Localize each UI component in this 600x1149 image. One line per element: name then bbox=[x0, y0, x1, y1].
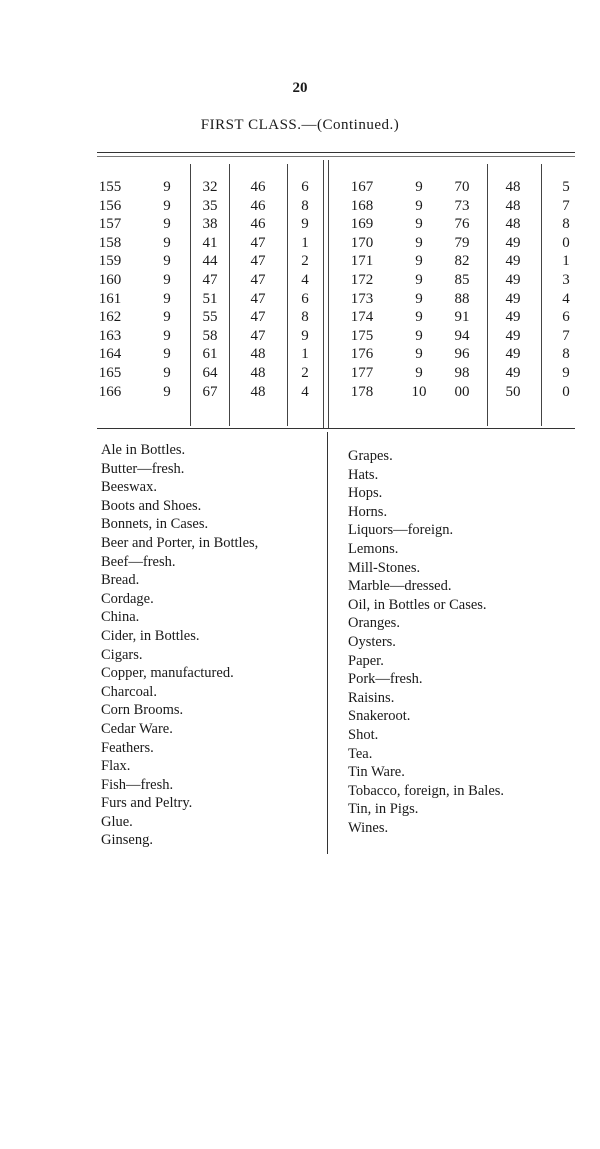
table-cell: 9 bbox=[163, 309, 171, 326]
table-cell: 49 bbox=[505, 346, 521, 363]
table-cell: 160 bbox=[98, 272, 122, 288]
table-cell: 176 bbox=[350, 346, 374, 363]
table-cell: 171 bbox=[350, 253, 374, 270]
article-item: China. bbox=[101, 609, 140, 626]
table-cell: 168 bbox=[350, 197, 374, 214]
table-cell: 61 bbox=[202, 346, 218, 363]
article-item: Liquors—foreign. bbox=[348, 522, 454, 539]
top-rule bbox=[97, 152, 575, 153]
table-cell: 8 bbox=[562, 216, 570, 233]
table-cell: 32 bbox=[202, 179, 218, 195]
table-cell: 41 bbox=[202, 234, 218, 251]
table-cell: 155 bbox=[98, 179, 122, 195]
table-cell: 169 bbox=[350, 216, 374, 233]
article-item: Lemons. bbox=[348, 540, 399, 557]
table-cell: 9 bbox=[163, 383, 171, 400]
article-item: Tea. bbox=[348, 745, 373, 762]
table-cell: 9 bbox=[163, 290, 171, 307]
article-item: Snakeroot. bbox=[348, 708, 411, 725]
article-item: Cider, in Bottles. bbox=[101, 627, 200, 644]
table-cell: 159 bbox=[98, 253, 122, 270]
article-item: Feathers. bbox=[101, 739, 154, 756]
table-cell: 6 bbox=[301, 290, 309, 307]
article-item: Boots and Shoes. bbox=[101, 497, 202, 514]
table-cell: 96 bbox=[454, 346, 470, 363]
table-cell: 88 bbox=[454, 290, 470, 307]
table-cell: 9 bbox=[415, 216, 423, 233]
article-item: Tobacco, foreign, in Bales. bbox=[348, 782, 505, 799]
table-cell: 9 bbox=[415, 309, 423, 326]
table-cell: 9 bbox=[163, 327, 171, 344]
article-item: Fish—fresh. bbox=[101, 776, 174, 793]
table-cell: 9 bbox=[163, 346, 171, 363]
table-cell: 9 bbox=[415, 197, 423, 214]
table-cell: 49 bbox=[505, 234, 521, 251]
article-item: Furs and Peltry. bbox=[101, 795, 193, 812]
table-cell: 1 bbox=[301, 346, 309, 363]
table-cell: 82 bbox=[454, 253, 470, 270]
article-item: Marble—dressed. bbox=[348, 578, 452, 595]
table-cell: 9 bbox=[163, 253, 171, 270]
articles-right-column bbox=[348, 447, 504, 837]
table-cell: 48 bbox=[250, 365, 266, 381]
article-item: Hops. bbox=[348, 485, 383, 502]
table-cell: 9 bbox=[415, 365, 423, 381]
article-item: Mill-Stones. bbox=[348, 559, 421, 576]
article-item: Tin Ware. bbox=[348, 764, 405, 781]
article-item: Copper, manufactured. bbox=[101, 665, 234, 682]
table-cell: 9 bbox=[163, 272, 171, 288]
table-cell: 2 bbox=[301, 253, 309, 270]
article-item: Oil, in Bottles or Cases. bbox=[348, 596, 487, 613]
article-item: Cordage. bbox=[101, 590, 154, 607]
table-cell: 35 bbox=[202, 197, 218, 214]
table-cell: 4 bbox=[301, 383, 309, 400]
article-item: Grapes. bbox=[348, 448, 393, 464]
table-cell: 49 bbox=[505, 272, 521, 288]
table-cell: 4 bbox=[562, 290, 570, 307]
table-cell: 2 bbox=[301, 365, 309, 381]
table-cell: 73 bbox=[454, 197, 470, 214]
table-cell: 64 bbox=[202, 365, 218, 381]
table-cell: 00 bbox=[454, 383, 470, 400]
table-cell: 9 bbox=[301, 216, 309, 233]
article-item: Glue. bbox=[101, 813, 133, 830]
table-cell: 48 bbox=[505, 179, 521, 195]
article-item: Horns. bbox=[348, 503, 388, 520]
table-cell: 9 bbox=[163, 365, 171, 381]
table-cell: 47 bbox=[202, 272, 218, 288]
table-cell: 79 bbox=[454, 234, 470, 251]
table-cell: 47 bbox=[250, 253, 266, 270]
table-cell: 46 bbox=[250, 179, 266, 195]
table-cell: 48 bbox=[250, 383, 266, 400]
table-cell: 9 bbox=[163, 197, 171, 214]
article-item: Cedar Ware. bbox=[101, 720, 173, 737]
table-cell: 58 bbox=[202, 327, 218, 344]
table-center-double-line bbox=[328, 160, 329, 428]
table-cell: 38 bbox=[202, 216, 218, 233]
table-cell: 10 bbox=[411, 383, 427, 400]
table-cell: 47 bbox=[250, 309, 266, 326]
articles-column-divider bbox=[327, 432, 328, 854]
table-cell: 9 bbox=[415, 290, 423, 307]
article-item: Hats. bbox=[348, 466, 379, 483]
article-item: Bread. bbox=[101, 572, 140, 589]
table-cell: 157 bbox=[98, 216, 122, 233]
article-item: Ginseng. bbox=[101, 832, 153, 849]
article-item: Corn Brooms. bbox=[101, 702, 184, 719]
article-item: Pork—fresh. bbox=[348, 671, 423, 688]
table-cell: 8 bbox=[301, 309, 309, 326]
table-cell: 164 bbox=[98, 346, 122, 363]
table-cell: 177 bbox=[350, 365, 374, 381]
article-item: Cigars. bbox=[101, 646, 143, 663]
table-cell: 9 bbox=[415, 234, 423, 251]
bottom-rule bbox=[97, 428, 575, 429]
table-cell: 46 bbox=[250, 216, 266, 233]
article-item: Ale in Bottles. bbox=[101, 442, 186, 458]
page-number: 20 bbox=[292, 80, 308, 96]
table-cell: 158 bbox=[98, 234, 122, 251]
table-cell: 9 bbox=[163, 234, 171, 251]
table-cell: 9 bbox=[163, 179, 171, 195]
table-cell: 156 bbox=[98, 197, 122, 214]
table-cell: 165 bbox=[98, 365, 122, 381]
article-item: Tin, in Pigs. bbox=[348, 801, 419, 818]
table-cell: 174 bbox=[350, 309, 374, 326]
table-cell: 49 bbox=[505, 327, 521, 344]
article-item: Raisins. bbox=[348, 689, 395, 706]
table-cell: 51 bbox=[202, 290, 218, 307]
table-cell: 6 bbox=[562, 309, 570, 326]
page-heading: FIRST CLASS.—(Continued.) bbox=[200, 117, 400, 133]
table-cell: 4 bbox=[301, 272, 309, 288]
table-cell: 48 bbox=[505, 216, 521, 233]
table-cell: 50 bbox=[505, 383, 521, 400]
table-cell: 1 bbox=[301, 234, 309, 251]
article-item: Bonnets, in Cases. bbox=[101, 516, 209, 533]
table-cell: 161 bbox=[98, 290, 122, 307]
table-cell: 76 bbox=[454, 216, 470, 233]
table-cell: 5 bbox=[562, 179, 570, 195]
table-cell: 47 bbox=[250, 234, 266, 251]
table-cell: 0 bbox=[562, 383, 570, 400]
table-cell: 175 bbox=[350, 327, 374, 344]
table-cell: 3 bbox=[562, 272, 570, 288]
article-item: Beer and Porter, in Bottles, bbox=[101, 534, 259, 551]
table-cell: 55 bbox=[202, 309, 218, 326]
article-item: Paper. bbox=[348, 652, 384, 669]
article-item: Oysters. bbox=[348, 633, 396, 650]
table-cell: 163 bbox=[98, 327, 122, 344]
table-cell: 9 bbox=[415, 327, 423, 344]
articles-left-column bbox=[101, 441, 258, 850]
table-cell: 47 bbox=[250, 272, 266, 288]
table-cell: 162 bbox=[98, 309, 122, 326]
table-cell: 9 bbox=[163, 216, 171, 233]
table-cell: 1 bbox=[562, 253, 570, 270]
table-cell: 9 bbox=[415, 346, 423, 363]
table-cell: 46 bbox=[250, 197, 266, 214]
table-cell: 47 bbox=[250, 290, 266, 307]
table-cell: 91 bbox=[454, 309, 470, 326]
table-cell: 49 bbox=[505, 309, 521, 326]
table-cell: 70 bbox=[454, 179, 470, 195]
table-column-line bbox=[541, 164, 542, 426]
table-cell: 98 bbox=[454, 365, 470, 381]
table-cell: 7 bbox=[562, 327, 570, 344]
table-cell: 170 bbox=[350, 234, 374, 251]
table-cell: 167 bbox=[350, 179, 374, 195]
article-item: Beef—fresh. bbox=[101, 553, 176, 570]
table-cell: 172 bbox=[350, 272, 374, 288]
article-item: Flax. bbox=[101, 758, 131, 775]
table-cell: 8 bbox=[562, 346, 570, 363]
article-item: Wines. bbox=[348, 819, 389, 836]
top-rule-thin bbox=[97, 156, 575, 157]
table-cell: 94 bbox=[454, 327, 470, 344]
table-cell: 9 bbox=[562, 365, 570, 381]
table-cell: 173 bbox=[350, 290, 374, 307]
table-cell: 166 bbox=[98, 383, 122, 400]
article-item: Charcoal. bbox=[101, 683, 157, 700]
table-cell: 9 bbox=[301, 327, 309, 344]
table-cell: 6 bbox=[301, 179, 309, 195]
article-item: Butter—fresh. bbox=[101, 460, 185, 477]
table-cell: 85 bbox=[454, 272, 470, 288]
table-cell: 0 bbox=[562, 234, 570, 251]
article-item: Oranges. bbox=[348, 615, 400, 632]
article-item: Shot. bbox=[348, 726, 379, 743]
table-cell: 9 bbox=[415, 253, 423, 270]
table-cell: 9 bbox=[415, 272, 423, 288]
table-cell: 8 bbox=[301, 197, 309, 214]
table-cell: 44 bbox=[202, 253, 218, 270]
table-cell: 49 bbox=[505, 290, 521, 307]
table-cell: 67 bbox=[202, 383, 218, 400]
table-column-line bbox=[487, 164, 488, 426]
table-cell: 49 bbox=[505, 365, 521, 381]
table-cell: 48 bbox=[505, 197, 521, 214]
article-item: Beeswax. bbox=[101, 479, 157, 496]
table-cell: 48 bbox=[250, 346, 266, 363]
table-cell: 178 bbox=[350, 383, 374, 400]
table-cell: 47 bbox=[250, 327, 266, 344]
table-cell: 9 bbox=[415, 179, 423, 195]
table-cell: 49 bbox=[505, 253, 521, 270]
table-cell: 7 bbox=[562, 197, 570, 214]
